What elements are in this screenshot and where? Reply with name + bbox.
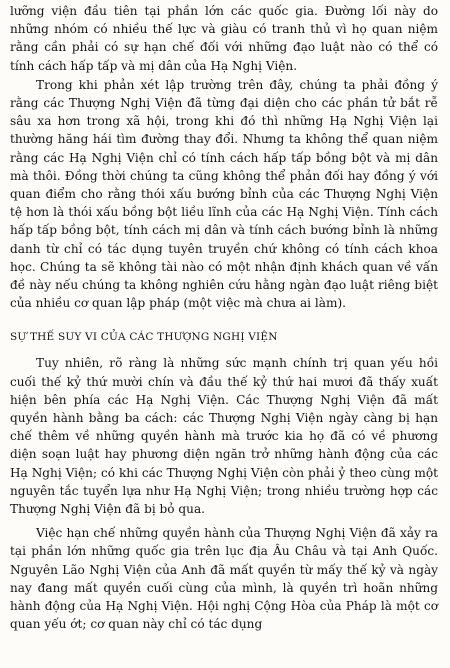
paragraph-2: Trong khi phản xét lập trường trên đây, chúng ta phải đồng ý rằng các Thượng Nghị Viện đã từng đại diện cho các phần tử bắt rễ sâu xa hơn trong xã hội, trong khi đó thì những Hạ Nghị Viện lại thường hăng hái tìm đường thay đổi. Nhưng ta không thể quan niệm rằng các Hạ Nghị Viện chỉ có tính cách hấp tấp bồng bột và mị dân mà thôi. Đồng thời chúng ta cũng không thể phản đối hay đồng ý với quan điểm cho rằng thói xấu bướng bỉnh của các Thượng Nghị Viện tệ hơn là thói xấu bồng bột liều lĩnh của các Hạ Nghị Viện. Tính cách hấp tấp bồng bột, tính cách mị dân và tính cách bướng bỉnh là những danh từ chỉ có tác dụng tuyên truyền chứ không có tính cách khoa học. Chúng ta sẽ không tài nào có một nhận định khách quan về vấn đề này nếu chúng ta không nghiên cứu hằng ngàn đạo luật riêng biệt của nhiều cơ quan lập pháp (một việc mà chưa ai làm). [10, 77, 438, 311]
paragraph-4: Việc hạn chế những quyền hành của Thượng Nghị Viện đã xảy ra tại phần lớn những quốc gia trên lục địa Âu Châu và tại Anh Quốc. Nguyên Lão Nghị Viện của Anh đã mất quyền từ mấy thế kỷ và ngày nay đang mất quyền cuối cùng của mình, là quyền trì hoãn những hành động của Hạ Nghị Viện. Hội nghị Cộng Hòa của Pháp là một cơ quan yếu ớt; cơ quan này chỉ có tác dụng [10, 526, 438, 632]
section-heading: SỰ THẾ SUY VI CỦA CÁC THƯỢNG NGHỊ VIỆN [10, 331, 278, 344]
paragraph-1: lưỡng viện đầu tiên tại phần lớn các quốc gia. Đường lối này do những nhóm có nhiều thế lực và giàu có tranh thủ vì họ quan niệm rằng cần phải có sự hạn chế đối với những đạo luật nào có thể có tính cách hấp tấp và mị dân của Hạ Nghị Viện. [10, 4, 438, 73]
paragraph-3: Tuy nhiên, rõ ràng là những sức mạnh chính trị quan yếu hồi cuối thế kỷ thứ mười chín và đầu thế kỷ thứ hai mươi đã thấy xuất hiện bên phía các Hạ Nghị Viện. Các Thượng Nghị Viện đã mất quyền hành bằng ba cách: các Thượng Nghị Viện ngày càng bị hạn chế thêm về những quyền hành mà trước kia họ đã có về phương diện soạn luật hay phương diện ngăn trở những hành động của các Hạ Nghị Viện; có khi các Thượng Nghị Viện còn phải ỷ theo cùng một nguyên tắc tuyển lựa như Hạ Nghị Viện; trong nhiều trường hợp các Thượng Nghị Viện đã bị bỏ qua. [10, 356, 438, 517]
